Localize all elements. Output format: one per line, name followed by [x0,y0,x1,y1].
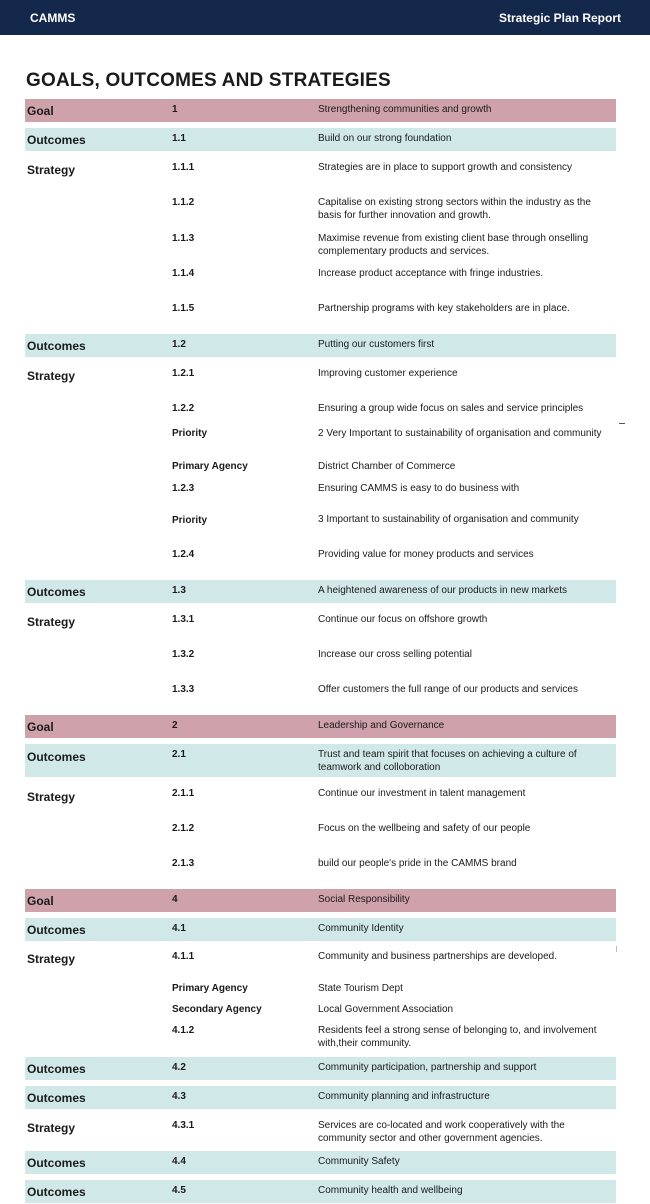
row-description: Social Responsibility [318,894,410,905]
brand-name: CAMMS [30,11,76,25]
row-description: Partnership programs with key stakeholders are in place. [318,303,570,314]
row-code: 1.1.2 [172,197,195,208]
row-code: 4.1.1 [172,951,195,962]
table-row [25,299,616,332]
table-row [25,889,616,912]
row-description: Community and business partnerships are developed. [318,951,558,962]
row-label: Outcomes [27,923,86,937]
row-code: 4 [172,894,178,905]
table-row [25,399,616,423]
table-row [25,1021,616,1053]
table-row [25,99,616,122]
row-description: Community Identity [318,923,404,934]
table-row [25,157,616,193]
row-code: 2.1.1 [172,788,195,799]
row-description: Ensuring a group wide focus on sales and service principles [318,403,584,414]
row-label: Strategy [27,615,76,629]
table-row [25,1057,616,1080]
row-description: Strengthening communities and growth [318,104,492,115]
row-code: 2.1.2 [172,823,195,834]
row-code: 1.3.2 [172,649,195,660]
row-code: 1.2.1 [172,368,195,379]
row-code: 4.2 [172,1062,186,1073]
row-code: 1.1 [172,133,186,144]
table-row [25,545,616,575]
row-code: 1.1.4 [172,268,195,279]
table-row [25,680,616,713]
row-code: 4.1.2 [172,1025,195,1036]
row-code: 1.3 [172,585,186,596]
row-code: 1.1.3 [172,233,195,244]
report-header [0,0,650,35]
row-description: Strategies are in place to support growth and consistency [318,162,573,173]
row-code: 1.2.3 [172,483,195,494]
row-code: 1.1.1 [172,162,195,173]
row-description: Community planning and infrastructure [318,1091,490,1102]
row-code: 1.3.1 [172,614,195,625]
row-code: 4.5 [172,1185,186,1196]
row-label: Outcomes [27,1185,86,1199]
row-description: Build on our strong foundation [318,133,452,144]
divider-mark [616,946,617,952]
row-code: 4.3 [172,1091,186,1102]
row-label: Goal [27,894,54,908]
row-description: Improving customer experience [318,368,458,379]
row-label: Strategy [27,1121,76,1135]
divider-mark [619,423,625,424]
row-description: Local Government Association [318,1004,454,1015]
row-label: Outcomes [27,1156,86,1170]
table-row [25,334,616,357]
row-description: 2 Very Important to sustainability of organisation and community [318,428,602,439]
row-description: Trust and team spirit that focuses on achieving a culture of teamwork and colloboration [318,749,577,773]
row-label: Goal [27,720,54,734]
row-description: Capitalise on existing strong sectors within the industry as the basis for further innovation and growth. [318,197,591,221]
row-code: 2 [172,720,178,731]
table-row [25,1000,616,1020]
row-label: Outcomes [27,1062,86,1076]
table-row [25,1115,616,1151]
table-row [25,819,616,852]
table-row [25,457,616,477]
row-label: Outcomes [27,585,86,599]
row-code: Secondary Agency [172,1004,262,1015]
table-row [25,193,616,226]
row-description: State Tourism Dept [318,983,403,994]
table-row [25,424,616,455]
row-description: Continue our investment in talent management [318,788,526,799]
row-description: District Chamber of Commerce [318,461,456,472]
row-description: Residents feel a strong sense of belonging to, and involvement with,their community. [318,1025,597,1049]
row-description: Leadership and Governance [318,720,445,731]
row-code: 2.1.3 [172,858,195,869]
report-title: Strategic Plan Report [498,11,621,25]
row-description: Providing value for money products and services [318,549,534,560]
table-row [25,979,616,999]
row-label: Goal [27,104,54,118]
table-row [25,1086,616,1109]
row-code: 4.1 [172,923,186,934]
table-row [25,479,616,509]
row-label: Strategy [27,790,76,804]
row-description: Community participation, partnership and support [318,1062,537,1073]
table-row [25,783,616,819]
row-code: Primary Agency [172,461,248,472]
row-label: Outcomes [27,750,86,764]
table-row [25,510,616,546]
row-label: Strategy [27,952,76,966]
table-row [25,128,616,151]
table-row [25,580,616,603]
table-row [25,918,616,941]
row-code: 2.1 [172,749,186,760]
row-description: Increase product acceptance with fringe industries. [318,268,544,279]
row-description: 3 Important to sustainability of organisation and community [318,514,579,525]
row-description: Putting our customers first [318,339,435,350]
row-code: 4.3.1 [172,1120,195,1131]
row-code: Priority [172,428,208,439]
row-label: Strategy [27,163,76,177]
row-label: Strategy [27,369,76,383]
table-row [25,715,616,738]
row-code: Priority [172,515,208,526]
row-code: Primary Agency [172,983,248,994]
row-label: Outcomes [27,339,86,353]
table-row [25,946,616,982]
row-description: Offer customers the full range of our products and services [318,684,578,695]
table-row [25,1180,616,1203]
row-code: 1.1.5 [172,303,195,314]
table-row [25,854,616,887]
row-code: 1.2 [172,339,186,350]
row-description: Continue our focus on offshore growth [318,614,488,625]
row-description: Services are co-located and work cooperatively with the community sector and other government agencies. [318,1120,565,1144]
row-description: A heightened awareness of our products in new markets [318,585,568,596]
row-description: Community health and wellbeing [318,1185,463,1196]
page-title: GOALS, OUTCOMES AND STRATEGIES [26,70,391,91]
table-row [25,645,616,678]
row-code: 1 [172,104,178,115]
row-description: Ensuring CAMMS is easy to do business with [318,483,520,494]
row-code: 1.2.2 [172,403,195,414]
table-row [25,264,616,297]
row-description: Maximise revenue from existing client base through onselling complementary products and services. [318,233,589,257]
row-description: Increase our cross selling potential [318,649,472,660]
table-row [25,1151,616,1174]
table-row [25,744,616,777]
table-row [25,609,616,642]
row-description: Focus on the wellbeing and safety of our people [318,823,531,834]
row-code: 4.4 [172,1156,186,1167]
row-description: build our people's pride in the CAMMS brand [318,858,517,869]
row-label: Outcomes [27,133,86,147]
row-code: 1.3.3 [172,684,195,695]
row-label: Outcomes [27,1091,86,1105]
row-code: 1.2.4 [172,549,195,560]
row-description: Community Safety [318,1156,400,1167]
table-row [25,363,616,399]
table-row [25,229,616,262]
